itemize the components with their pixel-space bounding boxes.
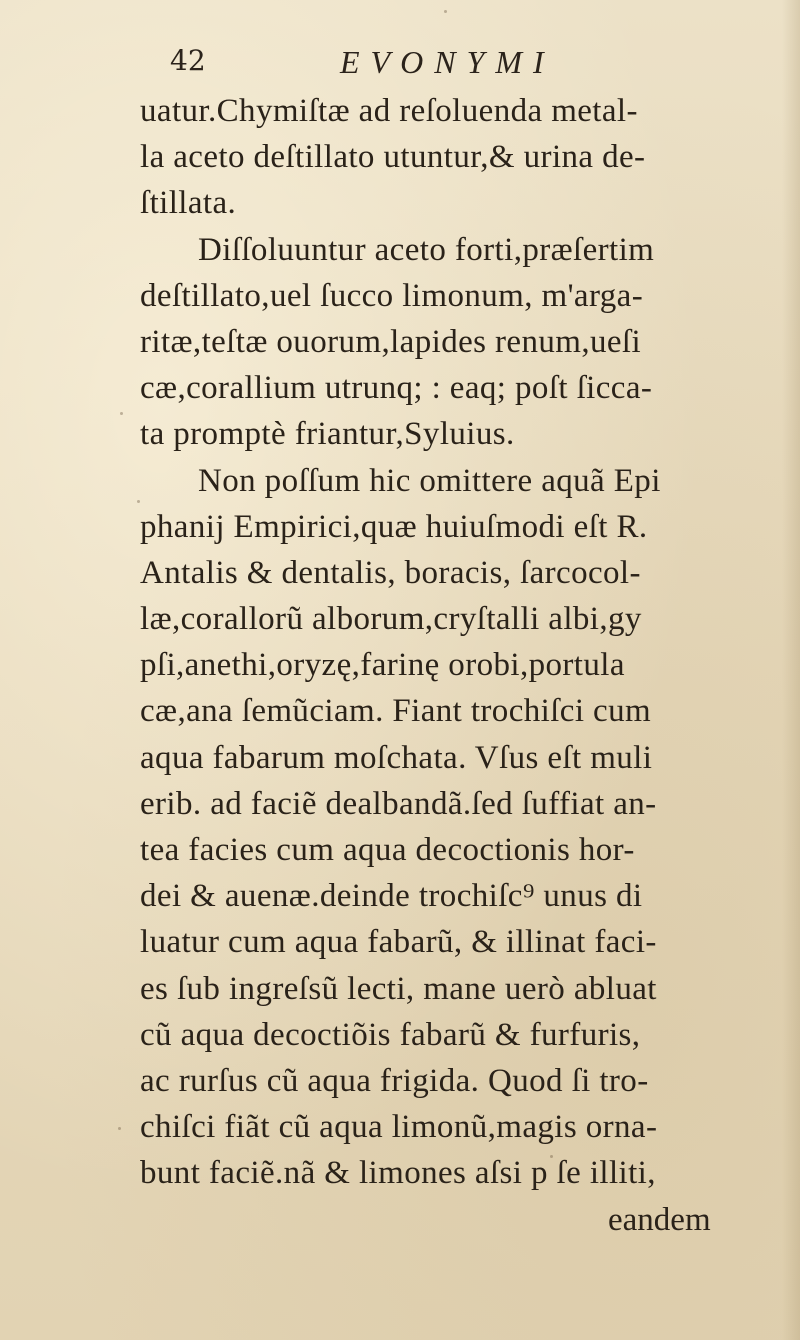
text-line: ritæ,teſtæ ouorum,lapides renum,ueſi [140,323,642,360]
paper-speck [120,412,123,415]
text-line: cæ,corallium utrunq; : eaq; poſt ſicca- [140,370,653,407]
page-edge-shadow [782,0,800,1340]
running-head: EVONYMI [340,44,555,80]
body-text [140,88,780,1243]
paper-speck [444,10,447,13]
text-line: læ,corallorũ alborum,cryſtalli albi,gy [140,601,642,638]
text-line: tea facies cum aqua decoctionis hor- [140,832,635,868]
text-line: la aceto deſtillato utuntur,& urina de- [140,139,646,176]
page-header [0,44,800,84]
text-line: Diſſoluuntur aceto forti,præſertim [198,231,655,268]
text-line: Antalis & dentalis, boracis, ſarcocol- [140,554,641,591]
text-line: luatur cum aqua fabarũ, & illinat faci- [140,924,657,961]
text-line: pſi,anethi,oryzę,farinę orobi,portula [140,647,625,684]
page-number: 42 [170,44,206,77]
text-line: cũ aqua decoctiõis fabarũ & furfuris, [140,1016,641,1053]
text-line: ta promptè friantur,Syluius. [140,416,515,453]
text-line: uatur.Chymiſtæ ad reſoluenda metal- [140,93,638,129]
text-line: phanij Empirici,quæ huiuſmodi eſt R. [140,508,648,545]
text-line: Non poſſum hic omittere aquã Epi [198,462,661,499]
text-line: dei & auenæ.deinde trochiſc⁹ unus di [140,878,643,915]
catchword: eandem [608,1201,711,1238]
text-line: ac rurſus cũ aqua frigida. Quod ſi tro- [140,1062,649,1099]
text-line: aqua fabarum moſchata. Vſus eſt muli [140,739,653,776]
text-line: chiſci fiãt cũ aqua limonũ,magis orna- [140,1109,658,1146]
text-line: erib. ad faciẽ dealbandã.ſed ſuffiat an- [140,785,657,822]
text-line: deſtillato,uel ſucco limonum, m'arga- [140,277,644,314]
text-line: cæ,ana ſemũciam. Fiant trochiſci cum [140,693,652,730]
text-line: ſtillata. [140,185,237,222]
paper-speck [118,1127,121,1130]
text-line: bunt faciẽ.nã & limones aſsi p ſe illiti, [140,1155,656,1192]
text-line: es ſub ingreſsũ lecti, mane uerò abluat [140,970,657,1007]
